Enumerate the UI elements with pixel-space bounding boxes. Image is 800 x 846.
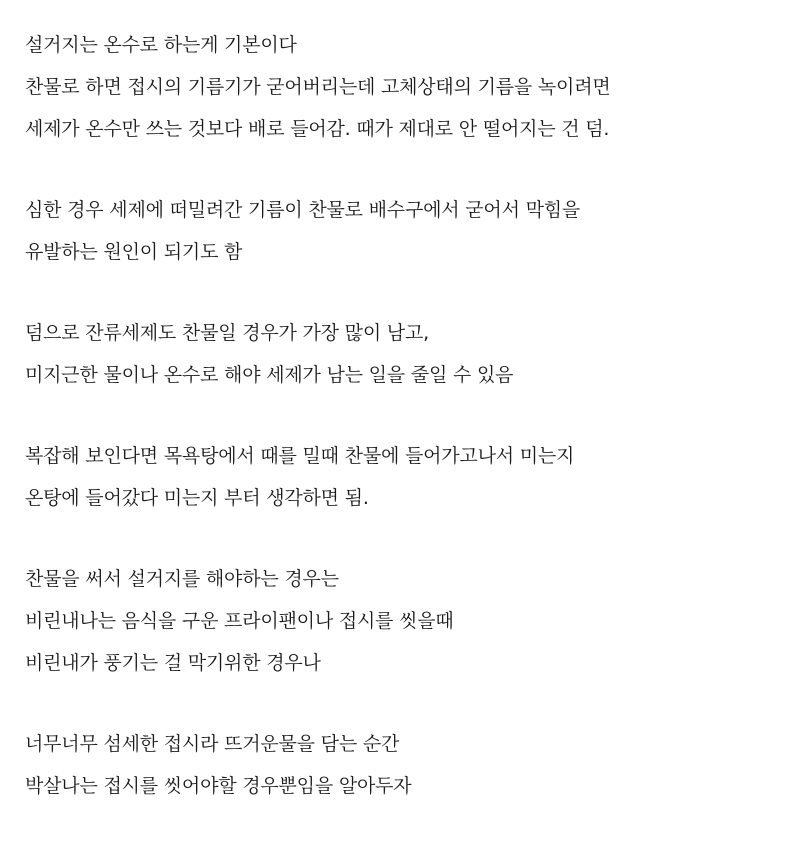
text-line: 온탕에 들어갔다 미는지 부터 생각하면 됨. <box>25 487 369 509</box>
paragraph-6 <box>25 723 785 807</box>
paragraph-4 <box>25 435 785 519</box>
text-line: 심한 경우 세제에 떠밀려간 기름이 찬물로 배수구에서 굳어서 막힘을 <box>25 199 581 221</box>
paragraph-1 <box>25 24 785 150</box>
text-line: 설거지는 온수로 하는게 기본이다 <box>25 34 297 56</box>
text-line: 세제가 온수만 쓰는 것보다 배로 들어감. 때가 제대로 안 떨어지는 건 덤. <box>25 118 610 140</box>
text-line: 찬물로 하면 접시의 기름기가 굳어버리는데 고체상태의 기름을 녹이려면 <box>25 76 611 98</box>
text-line: 덤으로 잔류세제도 찬물일 경우가 가장 많이 남고, <box>25 322 429 344</box>
text-line: 유발하는 원인이 되기도 함 <box>25 241 243 263</box>
text-line: 복잡해 보인다면 목욕탕에서 때를 밀때 찬물에 들어가고나서 미는지 <box>25 445 575 467</box>
text-line: 비린내가 풍기는 걸 막기위한 경우나 <box>25 652 321 674</box>
paragraph-5 <box>25 558 785 684</box>
text-line: 박살나는 접시를 씻어야할 경우뿐임을 알아두자 <box>25 775 412 797</box>
text-line: 미지근한 물이나 온수로 해야 세제가 남는 일을 줄일 수 있음 <box>25 364 514 386</box>
text-line: 너무너무 섬세한 접시라 뜨거운물을 담는 순간 <box>25 733 400 755</box>
text-line: 비린내나는 음식을 구운 프라이팬이나 접시를 씻을때 <box>25 610 454 632</box>
document-body <box>25 24 785 846</box>
paragraph-2 <box>25 189 785 273</box>
text-line: 찬물을 써서 설거지를 해야하는 경우는 <box>25 568 339 590</box>
paragraph-3 <box>25 312 785 396</box>
